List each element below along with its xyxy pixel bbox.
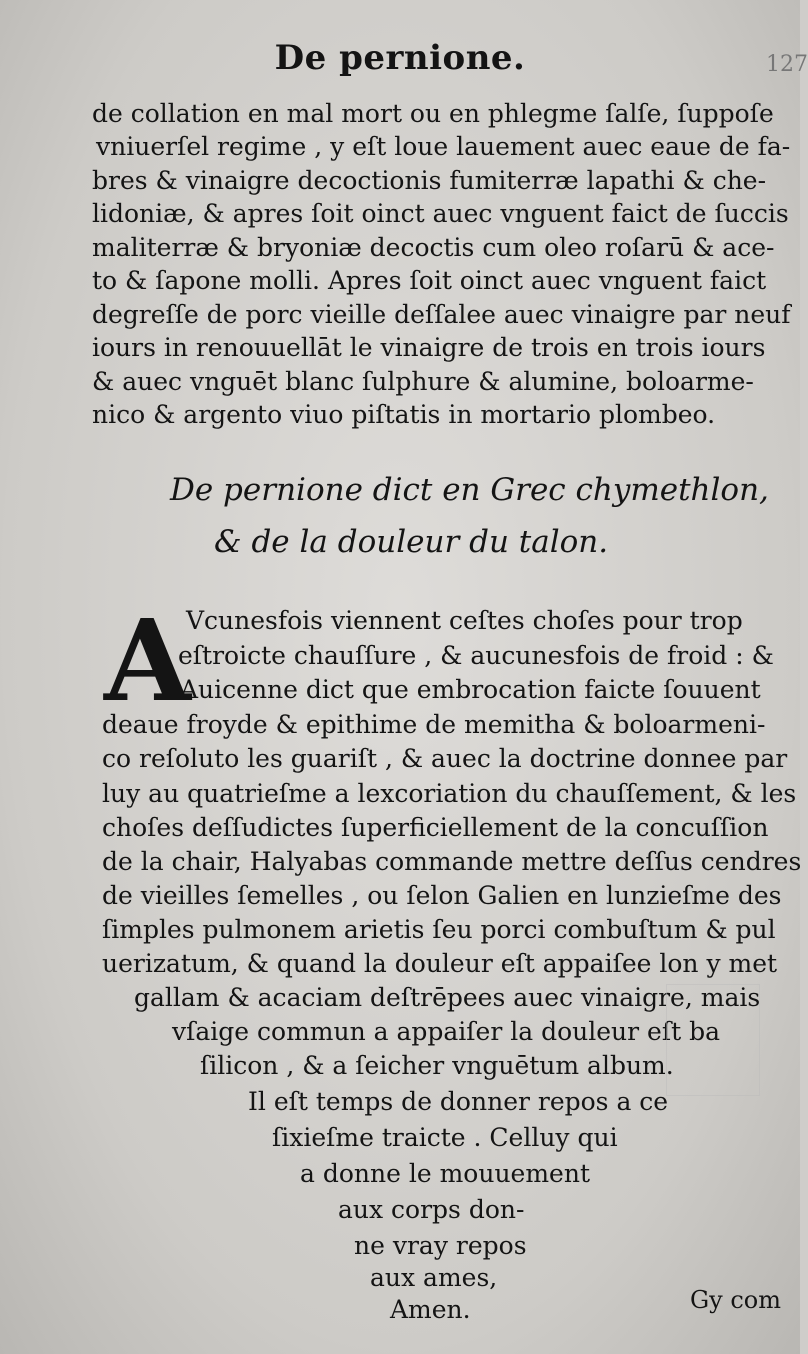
colophon-line: ſixieſme traicte . Celluy qui [272,1123,618,1152]
catchword: Gy com [690,1286,782,1314]
text-line: vniuerſel regime , y eſt loue lauement auec eaue de fa- [96,132,791,161]
text-line: de collation en mal mort ou en phlegme ſalſe, ſuppoſe [92,99,774,128]
text-line: luy au quatrieſme a lexcoriation du chauſſement, & les [102,779,797,808]
text-line: lidoniæ, & apres ſoit oinct auec vnguent faict de ſuccis [92,199,789,228]
text-line: Vcunesfois viennent ceſtes choſes pour trop [186,606,743,635]
text-line: to & ſapone molli. Apres ſoit oinct auec vnguent faict [92,266,767,295]
colophon-line: aux corps don- [338,1195,525,1224]
text-line: nico & argento viuo piſtatis in mortario plombeo. [92,400,716,429]
text-line: vſaige commun a appaiſer la douleur eſt ba [172,1017,720,1046]
text-line: gallam & acaciam deſtrēpees auec vinaigre, mais [134,983,761,1012]
text-line: Auicenne dict que embrocation faicte ſouuent [180,675,761,704]
text-line: choſes deſſudictes ſuperficiellement de la concuſſion [102,813,769,842]
bleed-through-ornament [666,984,760,1096]
text-line: de vieilles ſemelles , ou ſelon Galien en lunzieſme des [102,881,782,910]
text-line: iours in renouuellāt le vinaigre de trois en trois iours [92,333,766,362]
colophon-line: ne vray repos [354,1231,527,1260]
drop-capital: A [104,596,191,727]
colophon-line: aux ames, [370,1263,498,1292]
colophon-line: Amen. [390,1295,471,1324]
text-line: uerizatum, & quand la douleur eſt appaiſee lon y met [102,949,778,978]
text-line: deaue froyde & epithime de memitha & boloarmeni- [102,710,766,739]
text-line: & auec vnguēt blanc ſulphure & alumine, boloarme- [92,367,754,396]
colophon-line: Il eſt temps de donner repos a ce [248,1087,669,1116]
section-title-line: & de la douleur du talon. [214,524,609,560]
text-line: de la chair, Halyabas commande mettre deſſus cendres [102,847,802,876]
text-line: ſilicon , & a ſeicher vnguētum album. [200,1051,674,1080]
text-line: maliterræ & bryoniæ decoctis cum oleo roſarū & ace- [92,233,775,262]
running-header: De pernione. [274,38,526,78]
colophon-line: a donne le mouuement [300,1159,590,1188]
section-title-line: De pernione dict en Grec chymethlon, [170,472,769,508]
folio-number: 127 [766,52,808,77]
text-line: co reſoluto les guariſt , & auec la doctrine donnee par [102,744,788,773]
text-line: ſimples pulmonem arietis ſeu porci combuſtum & pul [102,915,776,944]
text-line: eſtroicte chauſſure , & aucunesfois de froid : & [178,641,774,670]
text-line: bres & vinaigre decoctionis fumiterræ lapathi & che- [92,166,767,195]
text-line: degreſſe de porc vieille deſſalee auec vinaigre par neuf [92,300,791,329]
